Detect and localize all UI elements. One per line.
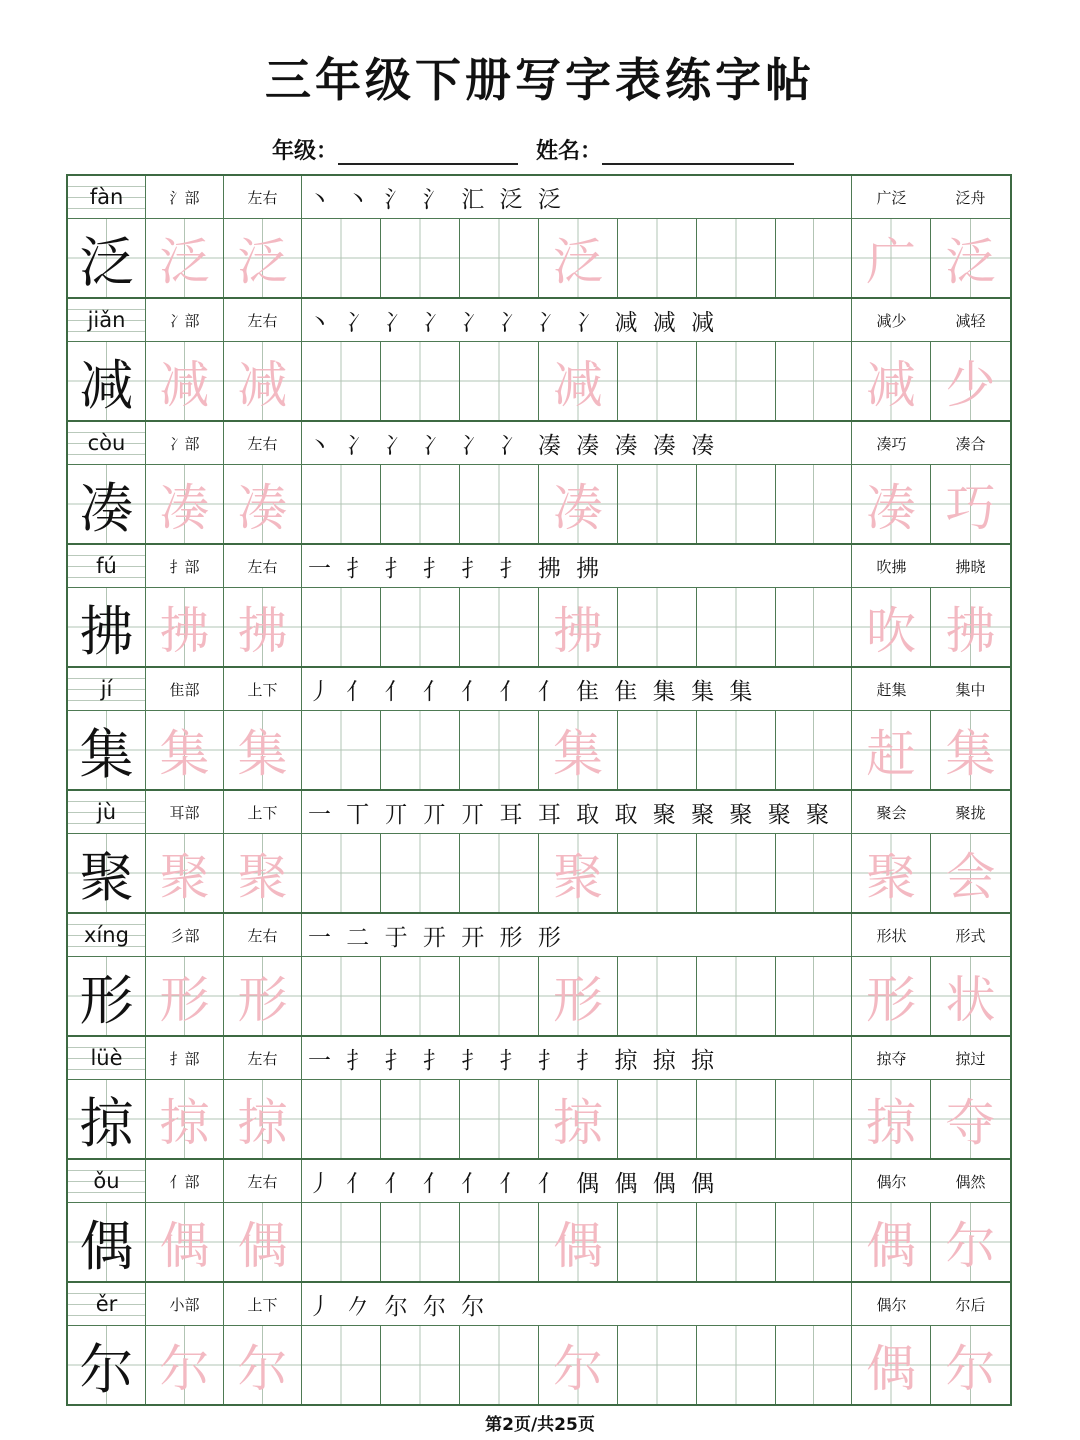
main-character: 偶 [68, 1203, 146, 1281]
blank-box[interactable] [381, 957, 460, 1035]
pinyin: fú [68, 545, 146, 587]
main-character: 凑 [68, 465, 146, 543]
character-entry [68, 914, 1010, 1037]
page-title: 三年级下册写字表练字帖 [265, 53, 815, 107]
word-example: 凑合 [955, 434, 986, 453]
word-example: 偶尔 [876, 1172, 907, 1191]
trace-word-char: 形 [852, 957, 931, 1035]
blank-box[interactable] [697, 219, 776, 297]
trace-character: 聚 [224, 834, 302, 912]
trace-word-char: 尔 [931, 1203, 1010, 1281]
blank-box[interactable] [302, 957, 381, 1035]
blank-box[interactable] [460, 834, 539, 912]
word-example: 拂晓 [955, 557, 986, 576]
blank-box[interactable] [697, 342, 776, 420]
trace-character: 尔 [224, 1326, 302, 1404]
blank-box[interactable] [776, 1203, 852, 1281]
trace-word-char: 广 [852, 219, 931, 297]
character-entry [68, 176, 1010, 299]
trace-word-char: 尔 [931, 1326, 1010, 1404]
word-example: 聚会 [876, 803, 907, 822]
practice-row [68, 588, 1010, 668]
blank-box[interactable] [776, 219, 852, 297]
trace-character: 凑 [224, 465, 302, 543]
main-character: 集 [68, 711, 146, 789]
word-examples [852, 176, 1010, 218]
word-examples [852, 422, 1010, 464]
name-field[interactable] [602, 137, 794, 165]
blank-box[interactable] [302, 465, 381, 543]
word-example: 掠过 [955, 1049, 986, 1068]
practice-row [68, 465, 1010, 545]
trace-character: 集 [539, 711, 618, 789]
radical: 隹部 [146, 668, 224, 710]
structure: 左右 [224, 1160, 302, 1202]
blank-box[interactable] [302, 1326, 381, 1404]
blank-box[interactable] [381, 834, 460, 912]
word-examples [852, 1283, 1010, 1325]
blank-box[interactable] [697, 465, 776, 543]
pinyin: jù [68, 791, 146, 833]
practice-row [68, 834, 1010, 914]
character-entry [68, 422, 1010, 545]
trace-character: 偶 [224, 1203, 302, 1281]
radical: 扌部 [146, 1037, 224, 1079]
stroke-order: 丶 丶 氵 氵 汇 泛 泛 [302, 176, 852, 218]
pinyin: lüè [68, 1037, 146, 1079]
blank-box[interactable] [381, 1326, 460, 1404]
info-row [68, 422, 1010, 465]
blank-box[interactable] [618, 834, 697, 912]
blank-box[interactable] [697, 588, 776, 666]
radical: 亻部 [146, 1160, 224, 1202]
blank-box[interactable] [776, 588, 852, 666]
word-example: 形状 [876, 926, 907, 945]
structure: 上下 [224, 791, 302, 833]
word-example: 凑巧 [876, 434, 907, 453]
blank-box[interactable] [697, 1080, 776, 1158]
trace-character: 掠 [146, 1080, 224, 1158]
trace-character: 尔 [539, 1326, 618, 1404]
blank-box[interactable] [618, 1080, 697, 1158]
structure: 左右 [224, 176, 302, 218]
blank-box[interactable] [618, 465, 697, 543]
info-row [68, 1037, 1010, 1080]
blank-box[interactable] [618, 1203, 697, 1281]
blank-box[interactable] [302, 834, 381, 912]
page-number: 第2页/共25页 [485, 1415, 595, 1435]
pinyin: jiǎn [68, 299, 146, 341]
character-entry [68, 1283, 1010, 1404]
radical: 氵部 [146, 176, 224, 218]
blank-box[interactable] [697, 834, 776, 912]
stroke-order: 一 丅 丌 丌 丌 耳 耳 取 取 聚 聚 聚 聚 聚 [302, 791, 852, 833]
structure: 上下 [224, 668, 302, 710]
trace-word-char: 凑 [852, 465, 931, 543]
pinyin: ěr [68, 1283, 146, 1325]
trace-word-char: 吹 [852, 588, 931, 666]
trace-character: 凑 [539, 465, 618, 543]
character-entry [68, 299, 1010, 422]
trace-word-char: 夺 [931, 1080, 1010, 1158]
blank-box[interactable] [381, 588, 460, 666]
info-row [68, 299, 1010, 342]
blank-box[interactable] [776, 834, 852, 912]
trace-character: 偶 [539, 1203, 618, 1281]
practice-row [68, 342, 1010, 422]
word-example: 形式 [955, 926, 986, 945]
trace-character: 尔 [146, 1326, 224, 1404]
blank-box[interactable] [460, 1080, 539, 1158]
stroke-order: 丿 亻 亻 亻 亻 亻 亻 隹 隹 集 集 集 [302, 668, 852, 710]
trace-word-char: 泛 [931, 219, 1010, 297]
word-example: 尔后 [955, 1295, 986, 1314]
trace-character: 聚 [539, 834, 618, 912]
blank-box[interactable] [381, 1203, 460, 1281]
word-examples [852, 791, 1010, 833]
blank-box[interactable] [776, 1326, 852, 1404]
blank-box[interactable] [618, 219, 697, 297]
blank-box[interactable] [460, 1203, 539, 1281]
blank-box[interactable] [618, 342, 697, 420]
word-examples [852, 1160, 1010, 1202]
word-example: 减少 [876, 311, 907, 330]
blank-box[interactable] [302, 1080, 381, 1158]
blank-box[interactable] [618, 588, 697, 666]
character-entry [68, 791, 1010, 914]
main-character: 泛 [68, 219, 146, 297]
trace-word-char: 会 [931, 834, 1010, 912]
main-character: 尔 [68, 1326, 146, 1404]
stroke-order: 丿 𠂊 尔 尔 尔 [302, 1283, 852, 1325]
pinyin: còu [68, 422, 146, 464]
blank-box[interactable] [618, 1326, 697, 1404]
practice-row [68, 1203, 1010, 1283]
word-example: 赶集 [876, 680, 907, 699]
blank-box[interactable] [460, 219, 539, 297]
blank-box[interactable] [460, 1326, 539, 1404]
info-row [68, 545, 1010, 588]
main-character: 拂 [68, 588, 146, 666]
practice-sheet [66, 174, 1012, 1406]
word-example: 泛舟 [955, 188, 986, 207]
info-row [68, 914, 1010, 957]
radical: 冫部 [146, 299, 224, 341]
trace-character: 集 [224, 711, 302, 789]
blank-box[interactable] [776, 1080, 852, 1158]
word-example: 偶尔 [876, 1295, 907, 1314]
trace-character: 掠 [224, 1080, 302, 1158]
trace-character: 聚 [146, 834, 224, 912]
structure: 左右 [224, 299, 302, 341]
word-example: 吹拂 [876, 557, 907, 576]
stroke-order: 丿 亻 亻 亻 亻 亻 亻 偶 偶 偶 偶 [302, 1160, 852, 1202]
character-entry [68, 1160, 1010, 1283]
info-row [68, 668, 1010, 711]
trace-character: 形 [224, 957, 302, 1035]
character-entry [68, 1037, 1010, 1160]
word-examples [852, 668, 1010, 710]
trace-character: 集 [146, 711, 224, 789]
blank-box[interactable] [697, 1326, 776, 1404]
word-examples [852, 914, 1010, 956]
stroke-order: 一 扌 扌 扌 扌 扌 拂 拂 [302, 545, 852, 587]
trace-character: 拂 [224, 588, 302, 666]
blank-box[interactable] [618, 711, 697, 789]
trace-character: 泛 [539, 219, 618, 297]
blank-box[interactable] [302, 219, 381, 297]
blank-box[interactable] [618, 957, 697, 1035]
trace-word-char: 偶 [852, 1203, 931, 1281]
trace-character: 泛 [146, 219, 224, 297]
word-example: 广泛 [876, 188, 907, 207]
trace-character: 拂 [146, 588, 224, 666]
blank-box[interactable] [460, 588, 539, 666]
trace-character: 拂 [539, 588, 618, 666]
main-character: 减 [68, 342, 146, 420]
main-character: 掠 [68, 1080, 146, 1158]
blank-box[interactable] [381, 711, 460, 789]
trace-word-char: 聚 [852, 834, 931, 912]
trace-word-char: 赶 [852, 711, 931, 789]
practice-row [68, 1326, 1010, 1404]
word-example: 减轻 [955, 311, 986, 330]
blank-box[interactable] [302, 342, 381, 420]
blank-box[interactable] [697, 957, 776, 1035]
trace-word-char: 少 [931, 342, 1010, 420]
pinyin: fàn [68, 176, 146, 218]
trace-word-char: 偶 [852, 1326, 931, 1404]
character-entry [68, 668, 1010, 791]
trace-character: 减 [539, 342, 618, 420]
blank-box[interactable] [776, 465, 852, 543]
trace-word-char: 拂 [931, 588, 1010, 666]
structure: 左右 [224, 422, 302, 464]
word-example: 掠夺 [876, 1049, 907, 1068]
blank-box[interactable] [460, 465, 539, 543]
info-row [68, 176, 1010, 219]
radical: 冫部 [146, 422, 224, 464]
practice-row [68, 219, 1010, 299]
blank-box[interactable] [381, 342, 460, 420]
info-row [68, 791, 1010, 834]
trace-character: 减 [146, 342, 224, 420]
trace-character: 形 [146, 957, 224, 1035]
blank-box[interactable] [302, 1203, 381, 1281]
blank-box[interactable] [460, 711, 539, 789]
blank-box[interactable] [302, 588, 381, 666]
blank-box[interactable] [302, 711, 381, 789]
trace-word-char: 减 [852, 342, 931, 420]
blank-box[interactable] [381, 465, 460, 543]
word-examples [852, 545, 1010, 587]
stroke-order: 丶 冫 冫 冫 冫 冫 凑 凑 凑 凑 凑 [302, 422, 852, 464]
word-examples [852, 299, 1010, 341]
word-examples [852, 1037, 1010, 1079]
blank-box[interactable] [776, 342, 852, 420]
blank-box[interactable] [460, 957, 539, 1035]
practice-row [68, 711, 1010, 791]
blank-box[interactable] [460, 342, 539, 420]
pinyin: jí [68, 668, 146, 710]
radical: 耳部 [146, 791, 224, 833]
character-entry [68, 545, 1010, 668]
pinyin: ǒu [68, 1160, 146, 1202]
pinyin: xíng [68, 914, 146, 956]
practice-row [68, 957, 1010, 1037]
student-info [272, 134, 794, 165]
grade-field[interactable] [338, 137, 518, 165]
radical: 扌部 [146, 545, 224, 587]
info-row [68, 1283, 1010, 1326]
stroke-order: 一 扌 扌 扌 扌 扌 扌 扌 掠 掠 掠 [302, 1037, 852, 1079]
trace-word-char: 掠 [852, 1080, 931, 1158]
word-example: 集中 [955, 680, 986, 699]
stroke-order: 丶 冫 冫 冫 冫 冫 冫 冫 减 减 减 [302, 299, 852, 341]
trace-character: 泛 [224, 219, 302, 297]
blank-box[interactable] [776, 711, 852, 789]
trace-character: 减 [224, 342, 302, 420]
trace-character: 形 [539, 957, 618, 1035]
main-character: 聚 [68, 834, 146, 912]
radical: 小部 [146, 1283, 224, 1325]
grade-label: 年级： [272, 139, 339, 164]
info-row [68, 1160, 1010, 1203]
trace-character: 偶 [146, 1203, 224, 1281]
practice-row [68, 1080, 1010, 1160]
blank-box[interactable] [697, 711, 776, 789]
blank-box[interactable] [381, 219, 460, 297]
word-example: 聚拢 [955, 803, 986, 822]
trace-character: 凑 [146, 465, 224, 543]
word-example: 偶然 [955, 1172, 986, 1191]
trace-character: 掠 [539, 1080, 618, 1158]
structure: 左右 [224, 1037, 302, 1079]
radical: 彡部 [146, 914, 224, 956]
trace-word-char: 集 [931, 711, 1010, 789]
blank-box[interactable] [381, 1080, 460, 1158]
blank-box[interactable] [697, 1203, 776, 1281]
trace-word-char: 巧 [931, 465, 1010, 543]
name-label: 姓名： [536, 139, 603, 164]
structure: 左右 [224, 545, 302, 587]
main-character: 形 [68, 957, 146, 1035]
structure: 左右 [224, 914, 302, 956]
blank-box[interactable] [776, 957, 852, 1035]
structure: 上下 [224, 1283, 302, 1325]
stroke-order: 一 二 于 开 开 形 形 [302, 914, 852, 956]
trace-word-char: 状 [931, 957, 1010, 1035]
